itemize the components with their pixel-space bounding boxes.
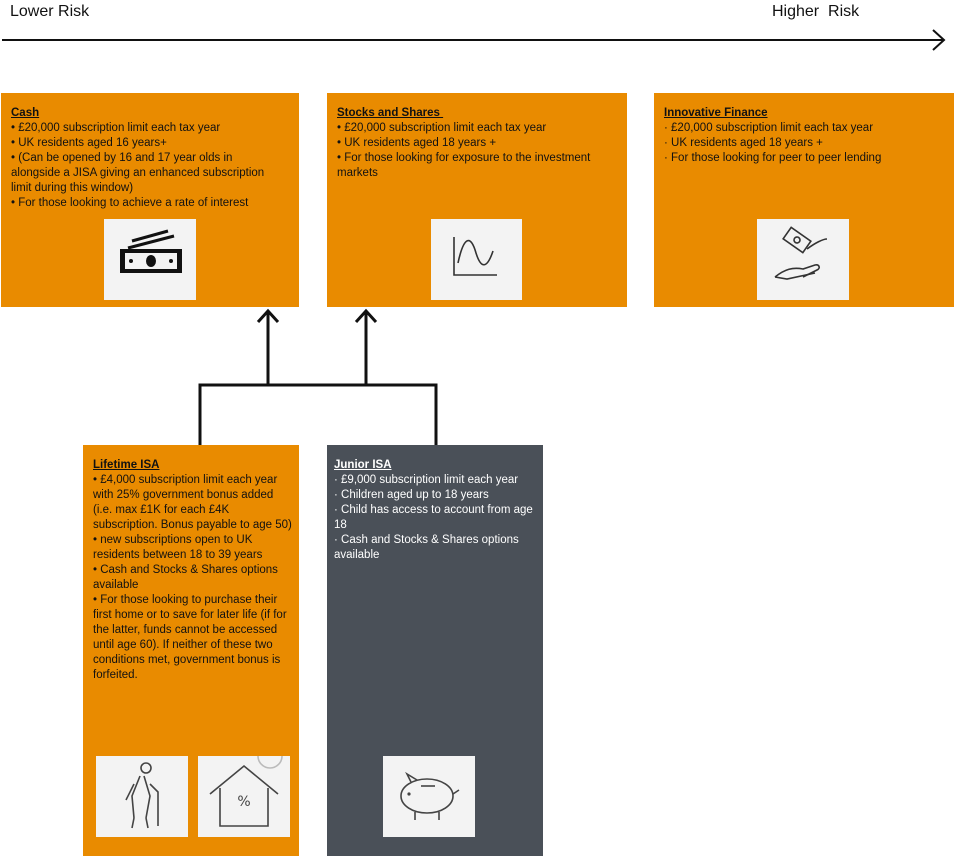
cash-bullet: • UK residents aged 16 years+ — [11, 137, 167, 149]
stocks-shares-bullet: • UK residents aged 18 years + — [337, 137, 497, 149]
junior-isa-bullet: · Cash and Stocks & Shares options available — [334, 534, 522, 561]
line-chart-icon — [431, 219, 522, 300]
cash-card — [1, 93, 299, 307]
lifetime-isa-bullet: • Cash and Stocks & Shares options available — [93, 564, 282, 591]
elderly-person-icon — [96, 756, 188, 837]
stocks-shares-title: Stocks and Shares — [337, 107, 444, 119]
cash-bullet: • £20,000 subscription limit each tax year — [11, 122, 221, 134]
svg-text:%: % — [237, 794, 251, 810]
lifetime-isa-bullet: • £4,000 subscription limit each year with 25% government bonus added (i.e. max £1K for each £4K subscription. Bonus payable to age 50) — [93, 474, 292, 531]
lifetime-isa-bullet: • new subscriptions open to UK residents between 18 to 39 years — [93, 534, 263, 561]
cash-bullet: • For those looking to achieve a rate of interest — [11, 197, 249, 209]
junior-isa-card — [327, 445, 543, 856]
junior-isa-bullet: · Children aged up to 18 years — [334, 489, 489, 501]
innovative-finance-card — [654, 93, 954, 307]
junior-isa-bullet: · £9,000 subscription limit each year — [334, 474, 519, 486]
piggy-bank-icon — [383, 756, 475, 837]
innovative-finance-bullet: · For those looking for peer to peer lending — [664, 152, 882, 164]
innovative-finance-bullet: · UK residents aged 18 years + — [664, 137, 823, 149]
lifetime-isa-card — [83, 445, 299, 856]
innovative-finance-title: Innovative Finance — [664, 107, 768, 119]
lifetime-isa-title: Lifetime ISA — [93, 459, 160, 471]
junior-isa-title: Junior ISA — [334, 459, 392, 471]
arrowhead-cash — [258, 311, 278, 322]
junior-isa-bullet: · Child has access to account from age 18 — [334, 504, 536, 531]
cash-bullet: • (Can be opened by 16 and 17 year olds in alongside a JISA giving an enhanced subscription limit during this window) — [11, 152, 268, 194]
lower-risk-label: Lower Risk — [10, 3, 90, 20]
risk-axis-arrowhead — [933, 30, 944, 50]
house-percent-icon — [198, 756, 290, 837]
hand-money-icon — [757, 219, 849, 300]
connector-lifetime-junior — [200, 385, 436, 446]
stocks-shares-bullet: • For those looking for exposure to the investment markets — [337, 152, 594, 179]
arrowhead-stocks — [356, 311, 376, 322]
banknotes-icon — [104, 219, 196, 300]
cash-title: Cash — [11, 107, 40, 119]
stocks-shares-card — [327, 93, 627, 307]
stocks-shares-bullet: • £20,000 subscription limit each tax year — [337, 122, 547, 134]
higher-risk-label: Higher Risk — [772, 3, 860, 20]
lifetime-isa-bullet: • For those looking to purchase their first home or to save for later life (if for the latter, funds cannot be accessed until age 60). If neither of these two conditions met, government bonus is forfeited. — [93, 594, 290, 681]
innovative-finance-bullet: · £20,000 subscription limit each tax year — [664, 122, 874, 134]
